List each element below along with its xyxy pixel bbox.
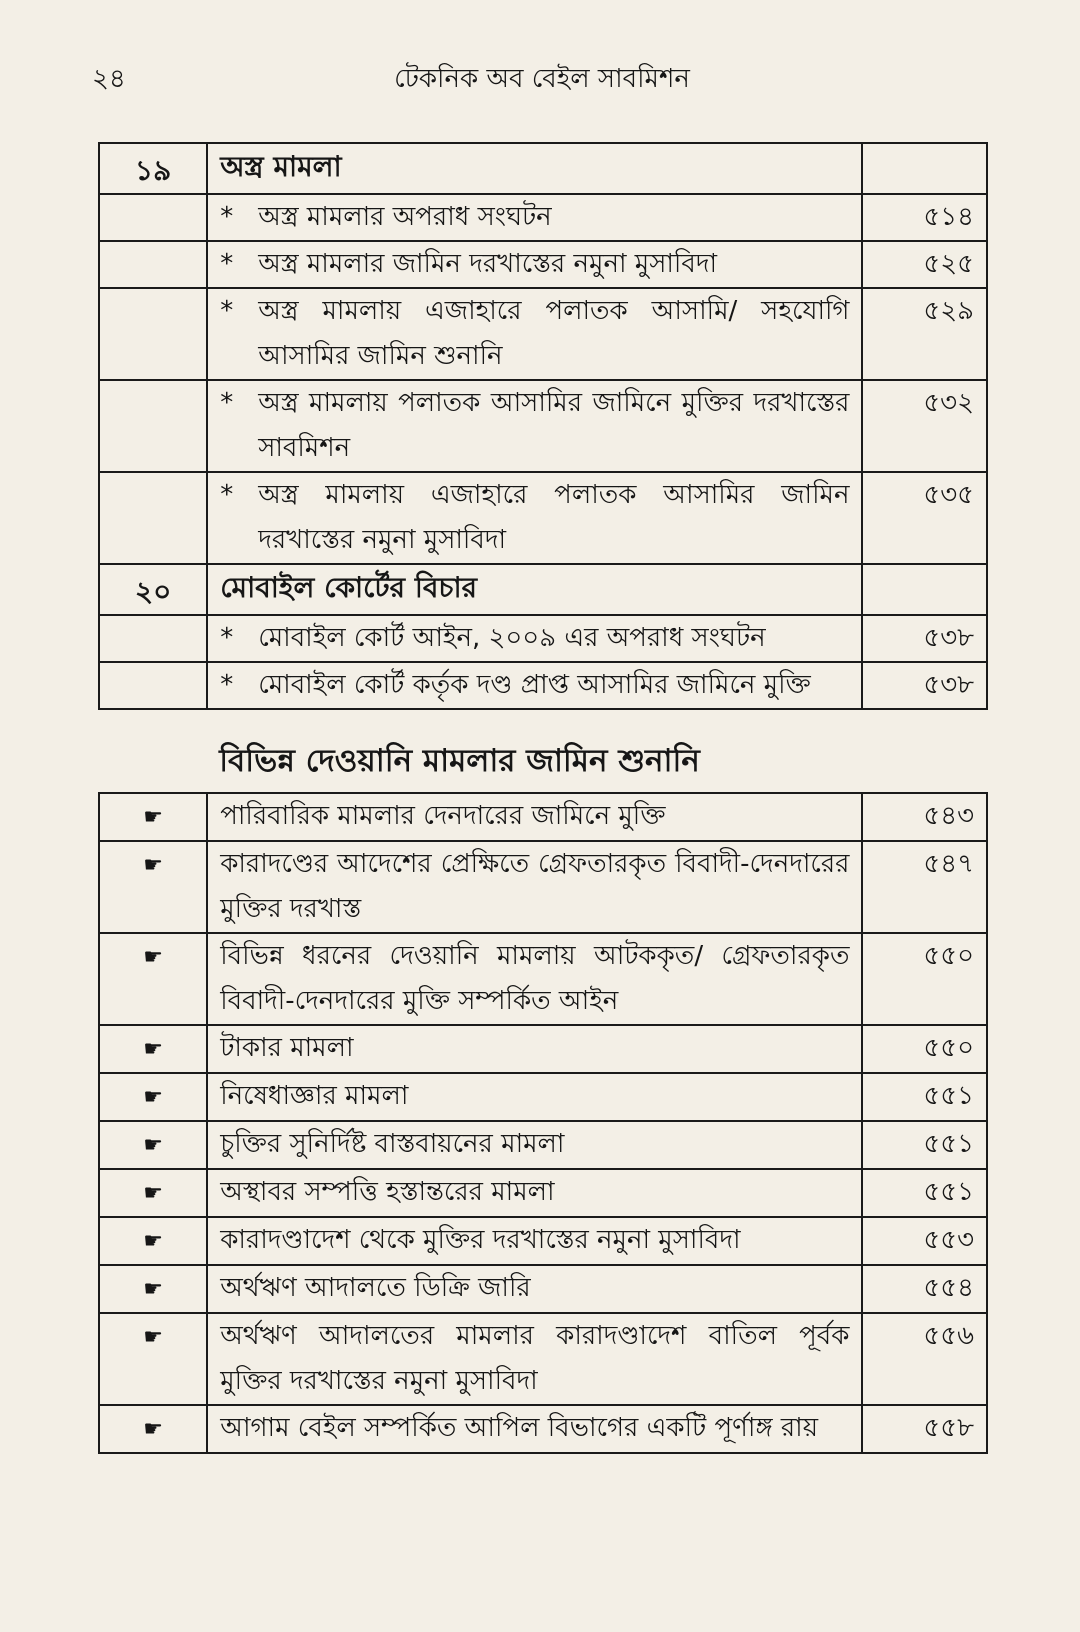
toc-row [99,1025,987,1073]
toc-row [99,288,987,380]
toc-row [99,1121,987,1169]
toc-row [99,1073,987,1121]
section-title: অস্ত্র মামলা [207,143,862,194]
entry-text: অস্ত্র মামলার অপরাধ সংঘটন [258,202,552,232]
entry-page: ৫৩২ [862,380,987,472]
entry-page: ৫৫৬ [862,1313,987,1405]
civil-heading: বিভিন্ন দেওয়ানি মামলার জামিন শুনানি [207,709,862,793]
entry-page: ৫৫০ [862,1025,987,1073]
pointing-hand-icon: ☛ [143,1325,163,1350]
entry-text: মোবাইল কোর্ট আইন, ২০০৯ এর অপরাধ সংঘটন [258,623,766,653]
entry-text: মোবাইল কোর্ট কর্তৃক দণ্ড প্রাপ্ত আসামির জামিনে মুক্তি [258,670,811,700]
entry-text: অস্ত্র মামলার জামিন দরখাস্তের নমুনা মুসাবিদা [258,249,718,279]
entry-text: নিষেধাজ্ঞার মামলা [207,1073,862,1121]
toc-row [99,472,987,564]
asterisk-bullet: * [220,480,234,510]
entry-page: ৫৫১ [862,1121,987,1169]
pointing-hand-icon: ☛ [143,1085,163,1110]
entry-page: ৫৫১ [862,1169,987,1217]
entry-page: ৫৩৫ [862,472,987,564]
entry-text: কারাদণ্ডের আদেশের প্রেক্ষিতে গ্রেফতারকৃত বিবাদী-দেনদারের মুক্তির দরখাস্ত [207,841,862,933]
entry-page: ৫২৫ [862,241,987,288]
entry-page: ৫৫৩ [862,1217,987,1265]
entry-text: অস্ত্র মামলায় এজাহারে পলাতক আসামির জামিন দরখাস্তের নমুনা মুসাবিদা [258,480,850,555]
entry-text: বিভিন্ন ধরনের দেওয়ানি মামলায় আটককৃত/ গ্রেফতারকৃত বিবাদী-দেনদারের মুক্তি সম্পর্কিত আইন [207,933,862,1025]
entry-page: ৫২৯ [862,288,987,380]
page-number: ২৪ [92,64,126,94]
entry-page: ৫১৪ [862,194,987,241]
entry-text: পারিবারিক মামলার দেনদারের জামিনে মুক্তি [207,793,862,841]
toc-row [99,662,987,709]
asterisk-bullet: * [220,623,234,653]
entry-page: ৫৪৭ [862,841,987,933]
asterisk-bullet: * [220,670,234,700]
asterisk-bullet: * [220,249,234,279]
entry-page: ৫৫৮ [862,1405,987,1453]
section-row [99,143,987,194]
entry-page: ৫৫০ [862,933,987,1025]
section-number: ১৯ [99,143,207,194]
heading-row [99,709,987,793]
asterisk-bullet: * [220,296,234,326]
entry-page: ৫৪৩ [862,793,987,841]
entry-page: ৫৫৪ [862,1265,987,1313]
pointing-hand-icon: ☛ [143,1417,163,1442]
page-header [92,58,992,98]
entry-text: অস্ত্র মামলায় পলাতক আসামির জামিনে মুক্তির দরখাস্তের সাবমিশন [258,388,850,463]
section-number: ২০ [99,564,207,615]
asterisk-bullet: * [220,202,234,232]
contents-table [98,142,988,1454]
toc-row [99,1313,987,1405]
pointing-hand-icon: ☛ [143,1133,163,1158]
asterisk-bullet: * [220,388,234,418]
toc-row [99,933,987,1025]
pointing-hand-icon: ☛ [143,1037,163,1062]
toc-row [99,1405,987,1453]
running-title: টেকনিক অব বেইল সাবমিশন [394,64,690,94]
entry-text: অর্থঋণ আদালতের মামলার কারাদণ্ডাদেশ বাতিল পূর্বক মুক্তির দরখাস্তের নমুনা মুসাবিদা [207,1313,862,1405]
pointing-hand-icon: ☛ [143,1181,163,1206]
toc-row [99,241,987,288]
entry-text: কারাদণ্ডাদেশ থেকে মুক্তির দরখাস্তের নমুনা মুসাবিদা [207,1217,862,1265]
entry-text: চুক্তির সুনির্দিষ্ট বাস্তবায়নের মামলা [207,1121,862,1169]
entry-text: অস্ত্র মামলায় এজাহারে পলাতক আসামি/ সহযোগি আসামির জামিন শুনানি [258,296,850,371]
entry-page: ৫৩৮ [862,662,987,709]
pointing-hand-icon: ☛ [143,805,163,830]
entry-text: টাকার মামলা [207,1025,862,1073]
pointing-hand-icon: ☛ [143,945,163,970]
pointing-hand-icon: ☛ [143,1229,163,1254]
entry-page: ৫৫১ [862,1073,987,1121]
toc-row [99,841,987,933]
entry-page: ৫৩৮ [862,615,987,662]
entry-text: অর্থঋণ আদালতে ডিক্রি জারি [207,1265,862,1313]
pointing-hand-icon: ☛ [143,853,163,878]
toc-row [99,1169,987,1217]
toc-row [99,793,987,841]
entry-text: আগাম বেইল সম্পর্কিত আপিল বিভাগের একটি পূর্ণাঙ্গ রায় [207,1405,862,1453]
section-row [99,564,987,615]
toc-row [99,1217,987,1265]
entry-text: অস্থাবর সম্পত্তি হস্তান্তরের মামলা [207,1169,862,1217]
section-title: মোবাইল কোর্টের বিচার [207,564,862,615]
toc-row [99,380,987,472]
toc-row [99,194,987,241]
toc-row [99,615,987,662]
pointing-hand-icon: ☛ [143,1277,163,1302]
toc-row [99,1265,987,1313]
